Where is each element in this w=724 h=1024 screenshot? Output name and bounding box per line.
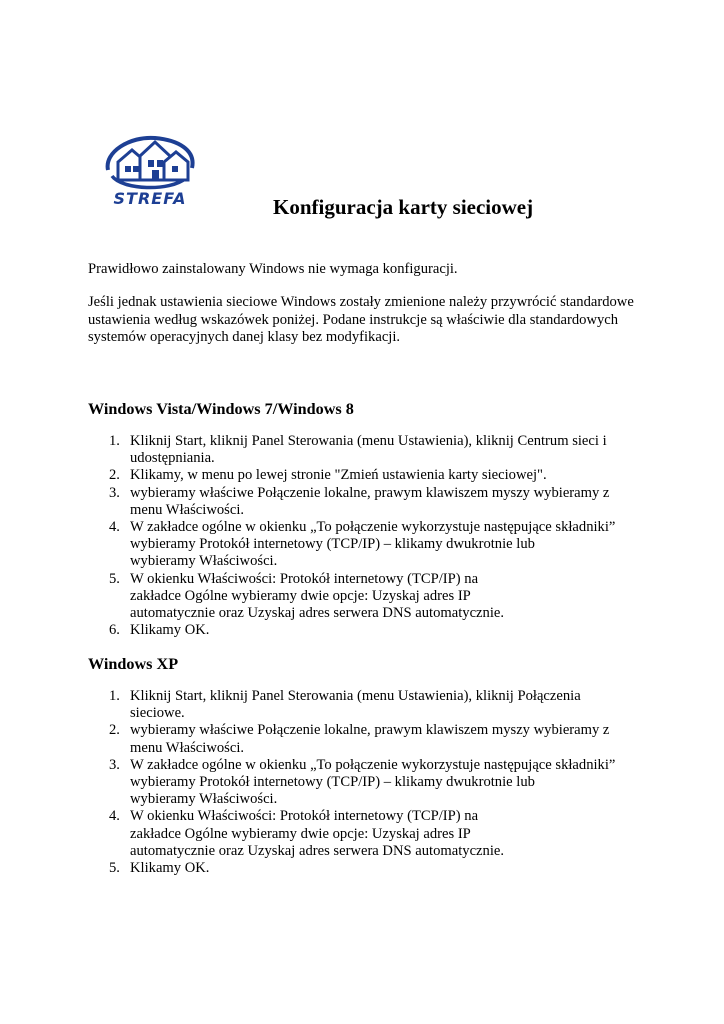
info-paragraph: Jeśli jednak ustawienia sieciowe Windows zostały zmienione należy przywrócić standardowe ustawienia według wskazówek poniżej. Podane instrukcje są właściwie dla standardowych systemów operacyjnych danej klasy bez modyfikacji. [88,294,634,345]
list-item: 2. Klikamy, w menu po lewej stronie "Zmień ustawienia karty sieciowej". [109,467,547,484]
section-heading-vista: Windows Vista/Windows 7/Windows 8 [88,400,354,418]
intro-paragraph: Prawidłowo zainstalowany Windows nie wymaga konfiguracji. [88,261,458,277]
step-text: Klikamy, w menu po lewej stronie "Zmień ustawienia karty sieciowej". [130,467,547,484]
strefa-logo [100,132,200,210]
step-text: wybieramy właściwe Połączenie lokalne, prawym klawiszem myszy wybieramy z menu Właściwości. [130,722,610,756]
list-item: 6. Klikamy OK. [109,622,210,639]
list-item: 5. W okienku Właściwości: Protokół internetowy (TCP/IP) na zakładce Ogólne wybieramy dwie opcje: Uzyskaj adres IP automatycznie oraz Uzyskaj adres serwera DNS automatycznie. [109,570,505,622]
page-title: Konfiguracja karty sieciowej [273,195,534,219]
step-text: Klikamy OK. [130,860,210,877]
step-text: W zakładce ogólne w okienku „To połączenie wykorzystuje następujące składniki” wybieramy Protokół internetowy (TCP/IP) – klikamy dwukrotnie lub wybieramy Właściwości. [130,519,616,570]
steps-list-vista [88,433,615,639]
step-text: W okienku Właściwości: Protokół internetowy (TCP/IP) na zakładce Ogólne wybieramy dwie opcje: Uzyskaj adres IP automatycznie oraz Uzyskaj adres serwera DNS automatycznie. [130,570,505,622]
list-item: 4. W okienku Właściwości: Protokół internetowy (TCP/IP) na zakładce Ogólne wybieramy dwie opcje: Uzyskaj adres IP automatycznie oraz Uzyskaj adres serwera DNS automatycznie. [109,808,505,859]
logo-text: STREFA [113,189,187,208]
list-item: 1. Kliknij Start, kliknij Panel Sterowania (menu Ustawienia), kliknij Połączenia sieciowe. [109,688,581,722]
list-item: 1. Kliknij Start, kliknij Panel Sterowania (menu Ustawienia), kliknij Centrum sieci i udostępniania. [109,433,607,467]
steps-list-xp [88,688,615,877]
step-text: W okienku Właściwości: Protokół internetowy (TCP/IP) na zakładce Ogólne wybieramy dwie opcje: Uzyskaj adres IP automatycznie oraz Uzyskaj adres serwera DNS automatycznie. [130,808,505,859]
list-item: 4. W zakładce ogólne w okienku „To połączenie wykorzystuje następujące składniki” wybieramy Protokół internetowy (TCP/IP) – klikamy dwukrotnie lub wybieramy Właściwości. [109,519,616,570]
step-text: Kliknij Start, kliknij Panel Sterowania (menu Ustawienia), kliknij Centrum sieci i udostępniania. [130,433,607,467]
list-item: 2. wybieramy właściwe Połączenie lokalne, prawym klawiszem myszy wybieramy z menu Właściwości. [109,722,610,756]
list-item: 3. wybieramy właściwe Połączenie lokalne, prawym klawiszem myszy wybieramy z menu Właściwości. [109,484,610,518]
list-item: 3. W zakładce ogólne w okienku „To połączenie wykorzystuje następujące składniki” wybieramy Protokół internetowy (TCP/IP) – klikamy dwukrotnie lub wybieramy Właściwości. [109,756,616,808]
section-heading-xp: Windows XP [88,655,179,673]
step-text: Kliknij Start, kliknij Panel Sterowania (menu Ustawienia), kliknij Połączenia sieciowe. [130,688,581,722]
step-text: Klikamy OK. [130,622,210,639]
step-text: wybieramy właściwe Połączenie lokalne, prawym klawiszem myszy wybieramy z menu Właściwości. [130,484,610,518]
step-text: W zakładce ogólne w okienku „To połączenie wykorzystuje następujące składniki” wybieramy Protokół internetowy (TCP/IP) – klikamy dwukrotnie lub wybieramy Właściwości. [130,756,616,808]
list-item: 5. Klikamy OK. [109,860,210,877]
